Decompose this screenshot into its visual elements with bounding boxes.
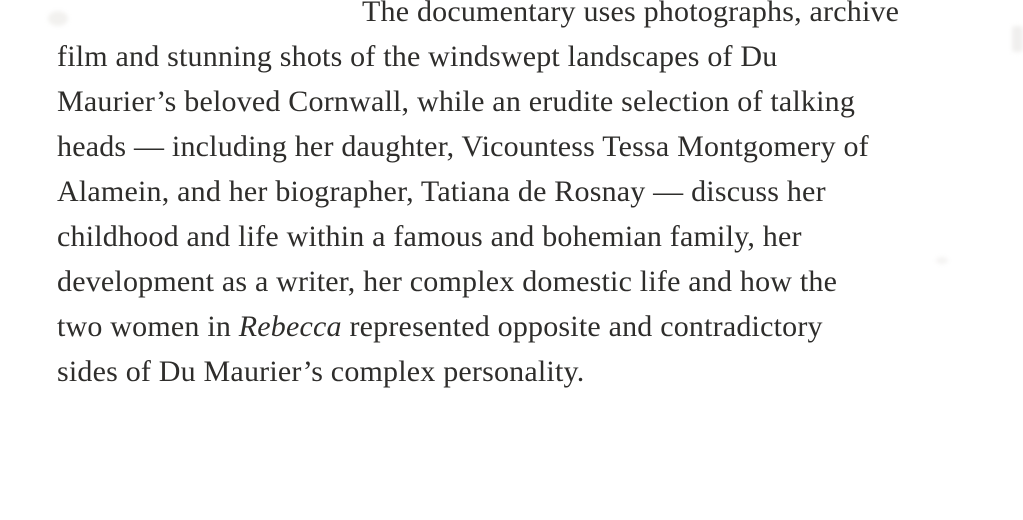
text-segment: two women in — [57, 310, 239, 343]
text-segment: childhood and life within a famous and bohemian family, her — [57, 220, 802, 253]
text-segment: represented opposite and contradictory — [341, 310, 823, 343]
paragraph-line-1 — [57, 0, 899, 34]
paragraph-line-6 — [57, 214, 899, 259]
paragraph — [57, 0, 899, 394]
paragraph-line-2 — [57, 34, 899, 79]
paragraph-line-3 — [57, 79, 899, 124]
text-segment: The documentary uses photographs, archive — [362, 0, 900, 28]
paragraph-line-8 — [57, 304, 899, 349]
paragraph-line-5 — [57, 169, 899, 214]
paragraph-line-7 — [57, 259, 899, 304]
text-segment: film and stunning shots of the windswept landscapes of Du — [57, 40, 778, 73]
page-edge-shadow-artifact — [1012, 26, 1023, 52]
text-segment: sides of Du Maurier’s complex personality. — [57, 355, 585, 388]
book-title-italic: Rebecca — [238, 310, 342, 343]
paragraph-line-4 — [57, 124, 899, 169]
text-segment: heads — including her daughter, Vicountess Tessa Montgomery of — [57, 130, 869, 163]
scan-speck-artifact — [936, 257, 948, 264]
text-segment: development as a writer, her complex domestic life and how the — [57, 265, 838, 298]
text-segment: Alamein, and her biographer, Tatiana de Rosnay — discuss her — [57, 175, 826, 208]
paragraph-line-9 — [57, 349, 899, 394]
text-segment: Maurier’s beloved Cornwall, while an erudite selection of talking — [57, 85, 856, 118]
